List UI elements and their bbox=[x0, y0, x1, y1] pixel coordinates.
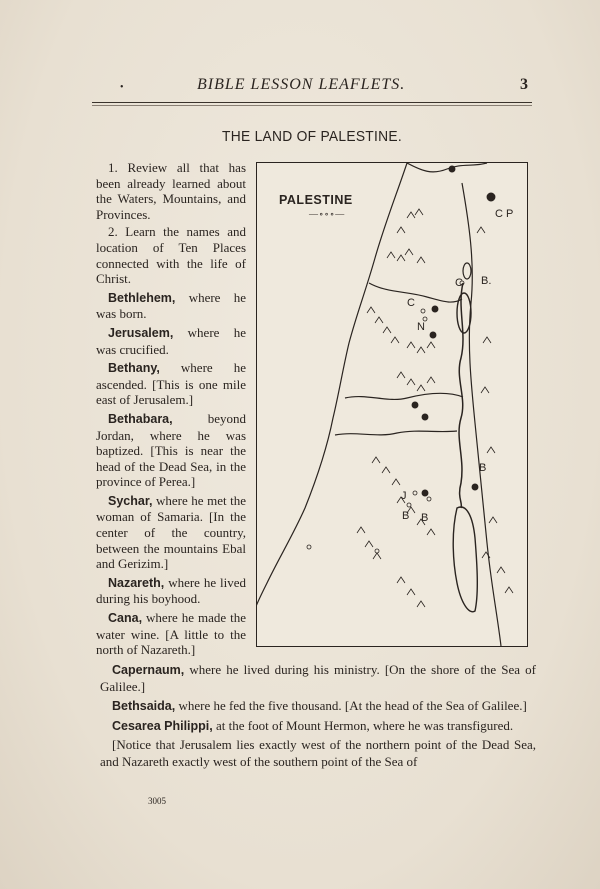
place-text: where he met the woman of Samaria. [In the center of the country, between the mountains Ebal and Gerizim.] bbox=[96, 492, 247, 572]
left-column bbox=[96, 160, 246, 660]
map-title: PALESTINE bbox=[279, 193, 353, 207]
town-bethany bbox=[427, 497, 431, 501]
label-j: J bbox=[401, 490, 407, 502]
label-bb2: B bbox=[421, 512, 429, 524]
place-text: where he was crucified. bbox=[96, 324, 247, 357]
place-text: where he lived during his ministry. [On the shore of the Sea of Galilee.] bbox=[100, 662, 536, 694]
border-galilee bbox=[369, 283, 462, 302]
border-samaria bbox=[345, 393, 463, 399]
place-name: Jerusalem, bbox=[108, 325, 174, 340]
page-number: 3 bbox=[520, 76, 528, 93]
place-name: Capernaum, bbox=[112, 663, 185, 677]
header-rule bbox=[92, 102, 532, 103]
place-jerusalem bbox=[96, 325, 246, 357]
place-bethany bbox=[96, 360, 246, 408]
label-b2: B bbox=[479, 462, 487, 474]
label-cp: C P bbox=[495, 208, 514, 220]
page-heading: THE LAND OF PALESTINE. bbox=[222, 128, 402, 145]
border-north bbox=[407, 163, 487, 172]
intro-item-2 bbox=[96, 224, 246, 286]
town-jerusalem bbox=[413, 491, 417, 495]
place-text: at the foot of Mount Hermon, where he was transfigured. bbox=[215, 717, 514, 733]
intro-item-1 bbox=[96, 160, 246, 222]
peak-tabor bbox=[432, 306, 438, 312]
place-bethabara bbox=[96, 411, 246, 490]
border-judea bbox=[335, 431, 457, 435]
place-name: Cesarea Philippi, bbox=[112, 718, 213, 733]
intro-num: 1. bbox=[108, 160, 118, 175]
label-bb1: B bbox=[402, 510, 410, 522]
place-name: Sychar, bbox=[108, 493, 153, 508]
running-title: BIBLE LESSON LEAFLETS. bbox=[197, 76, 406, 93]
label-n: N bbox=[417, 321, 425, 333]
place-capernaum bbox=[100, 662, 536, 695]
border-east bbox=[462, 183, 501, 646]
peak-carmel bbox=[430, 332, 436, 338]
place-bethlehem bbox=[96, 290, 246, 322]
town-cana bbox=[421, 309, 425, 313]
map-drawing bbox=[257, 163, 527, 646]
sea-of-galilee bbox=[457, 293, 471, 333]
place-name: Cana, bbox=[108, 611, 143, 626]
notice-paragraph: [Notice that Jerusalem lies exactly west of the northern point of the Dead Sea, and Nazareth exactly west of the southern point of the Sea of bbox=[100, 737, 536, 769]
place-text: where he lived during his boyhood. bbox=[96, 574, 247, 607]
intro-text: Learn the names and location of Ten Places connected with the life of Christ. bbox=[96, 224, 246, 287]
header-rule-thin bbox=[92, 105, 532, 106]
running-head bbox=[92, 76, 532, 98]
coastline bbox=[257, 163, 410, 609]
place-text: beyond Jordan, where he was baptized. [This is near the head of the Dead Sea, in the province of Perea.] bbox=[96, 410, 246, 490]
peak-nebo bbox=[472, 484, 478, 490]
peak-ebal bbox=[412, 402, 418, 408]
place-text: where he made the water wine. [A little to the north of Nazareth.] bbox=[96, 610, 247, 658]
label-capernaum: C bbox=[407, 297, 415, 309]
intro-num: 2. bbox=[108, 224, 118, 240]
place-name: Nazareth, bbox=[108, 575, 165, 590]
header-mark: • bbox=[120, 82, 124, 93]
place-name: Bethany, bbox=[108, 361, 160, 376]
town-bethlehem bbox=[407, 503, 411, 507]
town-joppa bbox=[307, 545, 311, 549]
peak-hermon bbox=[487, 193, 495, 201]
place-sychar bbox=[96, 493, 246, 572]
place-bethsaida bbox=[100, 698, 536, 715]
place-name: Bethlehem, bbox=[108, 290, 176, 305]
peak-north bbox=[449, 166, 455, 172]
peak-gerizim bbox=[422, 414, 428, 420]
label-c: C bbox=[455, 277, 463, 289]
dead-sea bbox=[453, 507, 477, 612]
map-ornament: —∘∘∘— bbox=[309, 209, 346, 219]
place-cana bbox=[96, 610, 246, 658]
place-name: Bethsaida, bbox=[112, 699, 176, 713]
intro-text: Review all that has been already learned about the Waters, Mountains, and Provinces. bbox=[96, 160, 247, 222]
footer-code: 3005 bbox=[148, 796, 166, 806]
place-text: where he fed the five thousand. [At the head of the Sea of Galilee.] bbox=[178, 698, 527, 713]
full-width-text bbox=[100, 662, 536, 770]
lake-merom bbox=[463, 263, 471, 279]
palestine-map bbox=[256, 162, 528, 647]
label-b: B. bbox=[481, 275, 492, 287]
peak-jerusalem bbox=[422, 490, 428, 496]
place-text: where he ascended. [This is one mile east of Jerusalem.] bbox=[96, 360, 246, 408]
place-text: where he was born. bbox=[96, 289, 247, 322]
place-cesarea-philippi bbox=[100, 718, 536, 735]
place-name: Bethabara, bbox=[108, 411, 173, 426]
place-nazareth bbox=[96, 575, 246, 607]
